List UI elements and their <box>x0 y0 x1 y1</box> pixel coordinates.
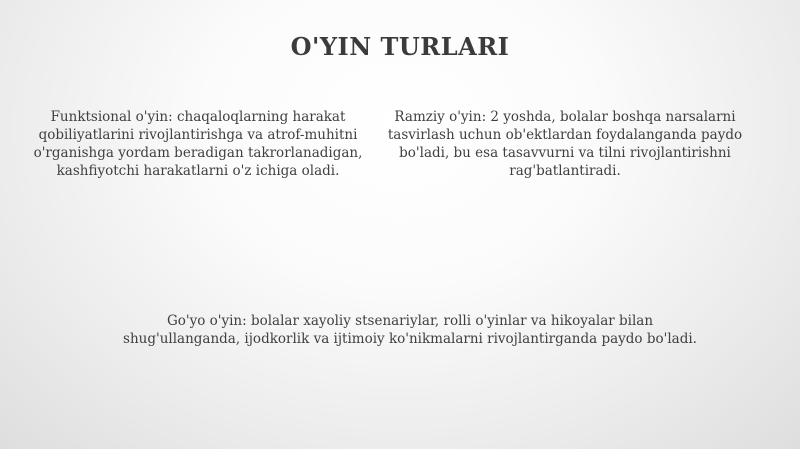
symbolic-play-text: Ramziy o'yin: 2 yoshda, bolalar boshqa narsalarni tasvirlash uchun ob'ektlardan foydalanganda paydo bo'ladi, bu esa tasavvurni va tilni rivojlantirishni rag'batlantiradi. <box>387 109 743 179</box>
functional-play-text: Funktsional o'yin: chaqaloqlarning harakat qobiliyatlarini rivojlantirishga va atrof-muhitni o'rganishga yordam beradigan takrorlanadigan, kashfiyotchi harakatlarni o'z ichiga oladi. <box>33 109 363 179</box>
pretend-play-text: Go'yo o'yin: bolalar xayoliy stsenariylar, rolli o'yinlar va hikoyalar bilan shug'ullanganda, ijodkorlik va ijtimoiy ko'nikmalarni rivojlantirganda paydo bo'ladi. <box>123 313 697 347</box>
slide-title: O'YIN TURLARI <box>290 32 510 61</box>
